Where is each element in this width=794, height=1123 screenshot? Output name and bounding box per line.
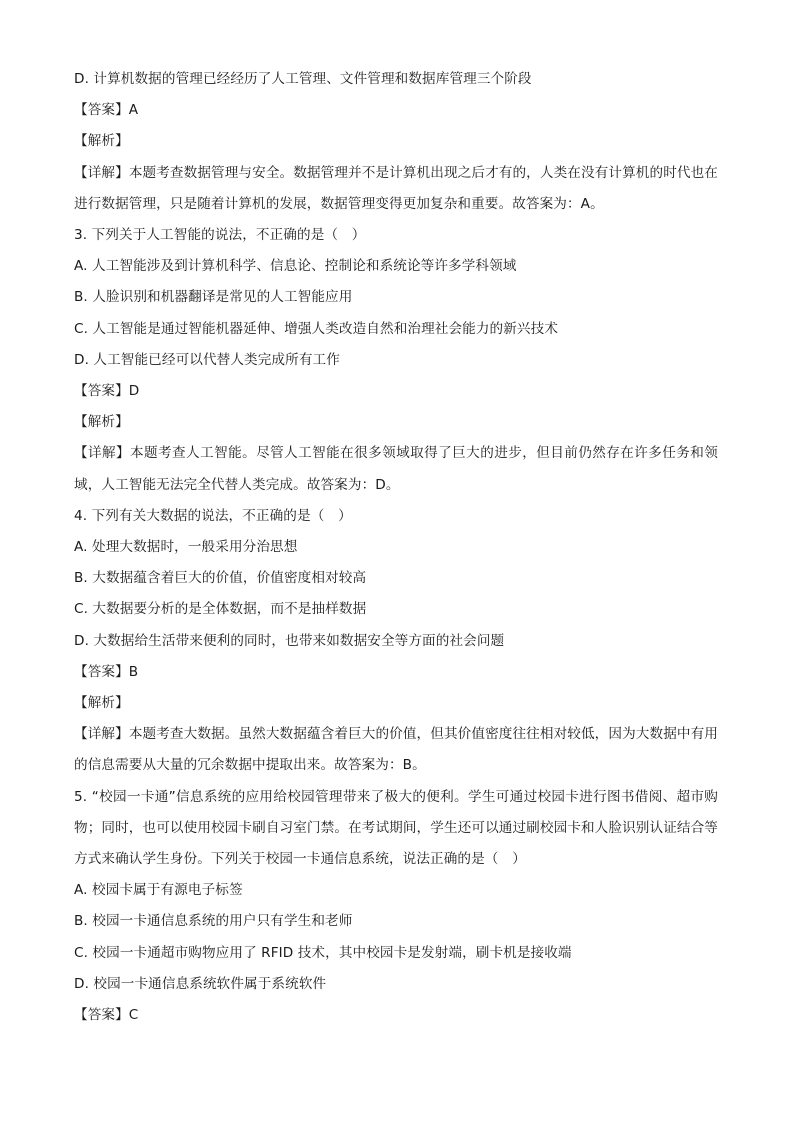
detail-text: 本题考查人工智能。尽管人工智能在很多领域取得了巨大的进步，但目前仍然存在许多任务和领域，人工智能无法完全代替人类完成。故答案为：D。 [74, 445, 718, 493]
detail-tag: 【详解】 [74, 445, 131, 462]
q2-option-d: D. 计算机数据的管理已经经历了人工管理、文件管理和数据库管理三个阶段 [74, 71, 532, 87]
q5-option-c: C. 校园一卡通超市购物应用了 RFID 技术，其中校园卡是发射端，刷卡机是接收端 [74, 944, 572, 961]
detail-text: 本题考查大数据。虽然大数据蕴含着巨大的价值，但其价值密度往往相对较低，因为大数据中有用的信息需要从大量的冗余数据中提取出来。故答案为：B。 [74, 726, 718, 774]
q4-option-c: C. 大数据要分析的是全体数据，而不是抽样数据 [74, 601, 367, 618]
q5-option-d: D. 校园一卡通信息系统软件属于系统软件 [74, 975, 327, 992]
answer-tag: 【答案】 [74, 383, 129, 400]
q4-stem: 4. 下列有关大数据的说法，不正确的是（ ） [74, 507, 352, 524]
answer-value: D [128, 383, 140, 400]
q2-answer [74, 95, 718, 126]
q2-analysis: 【解析】 [74, 133, 129, 150]
answer-tag: 【答案】 [74, 1007, 129, 1024]
answer-tag: 【答案】 [74, 102, 129, 119]
q3-detail [74, 438, 718, 500]
q3-option-a: A. 人工智能涉及到计算机科学、信息论、控制论和系统论等许多学科领域 [74, 258, 517, 275]
answer-value: C [128, 1007, 139, 1024]
q4-option-b: B. 大数据蕴含着巨大的价值，价值密度相对较高 [74, 570, 367, 587]
answer-value: B [128, 663, 139, 680]
q3-option-c: C. 人工智能是通过智能机器延伸、增强人类改造自然和治理社会能力的新兴技术 [74, 320, 559, 337]
q3-option-d: D. 人工智能已经可以代替人类完成所有工作 [74, 351, 340, 368]
q4-option-d: D. 大数据给生活带来便利的同时，也带来如数据安全等方面的社会问题 [74, 632, 505, 649]
detail-tag: 【详解】 [74, 164, 129, 181]
q5-option-a: A. 校园卡属于有源电子标签 [74, 882, 243, 899]
q4-option-a: A. 处理大数据时，一般采用分治思想 [74, 539, 298, 556]
q3-option-b: B. 人脸识别和机器翻译是常见的人工智能应用 [74, 289, 353, 306]
q2-detail [74, 158, 718, 220]
q3-answer [74, 376, 718, 407]
q4-analysis: 【解析】 [74, 695, 129, 712]
answer-value: A [128, 102, 139, 119]
detail-tag: 【详解】 [74, 726, 129, 743]
detail-text: 本题考查数据管理与安全。数据管理并不是计算机出现之后才有的，人类在没有计算机的时代也在进行数据管理，只是随着计算机的发展，数据管理变得更加复杂和重要。故答案为：A。 [74, 164, 718, 212]
q4-detail [74, 719, 718, 781]
q5-answer [74, 1000, 718, 1031]
q5-stem: 5. “校园一卡通”信息系统的应用给校园管理带来了极大的便利。学生可通过校园卡进行图书借阅、超市购物；同时，也可以使用校园卡刷自习室门禁。在考试期间，学生还可以通过刷校园卡和人脸识别认证结合等方式来确认学生身份。下列关于校园一卡通信息系统，说法正确的是（ ） [74, 788, 718, 868]
q4-answer [74, 657, 718, 688]
answer-tag: 【答案】 [74, 663, 129, 680]
q3-analysis: 【解析】 [74, 414, 129, 431]
q3-stem: 3. 下列关于人工智能的说法，不正确的是（ ） [74, 227, 366, 244]
q5-option-b: B. 校园一卡通信息系统的用户只有学生和老师 [74, 913, 353, 930]
